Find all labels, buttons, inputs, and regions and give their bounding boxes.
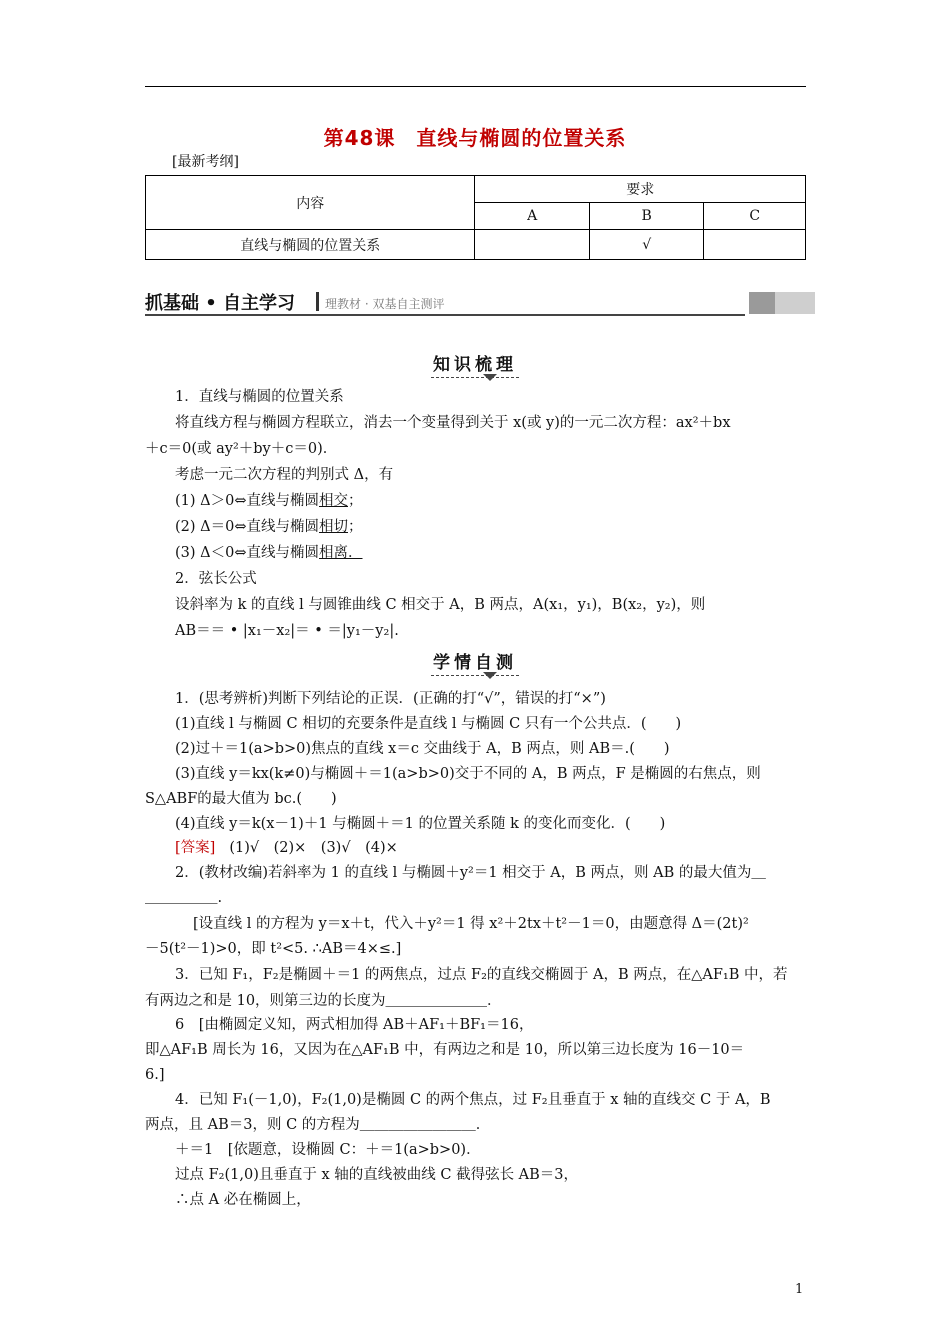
row-topic: 直线与椭圆的位置关系 <box>146 230 475 260</box>
k-line-6c: ； <box>348 519 363 535</box>
k-line-7a: (3) Δ＜0⇔直线与椭圆 <box>175 545 319 561</box>
banner-block-dark <box>749 292 775 314</box>
banner-separator <box>316 292 319 311</box>
k-line-5-answer: 相交 <box>319 493 348 509</box>
banner-rule <box>145 314 745 316</box>
k-line-5c: ； <box>348 493 363 509</box>
q-line-17: 4．已知 F₁(－1,0)，F₂(1,0)是椭圆 C 的两个焦点，过 F₂且垂直于 x 轴的直线交 C 于 A，B <box>175 1092 771 1108</box>
triangle-down-icon <box>483 374 497 381</box>
page-title: 第48课 直线与椭圆的位置关系 <box>323 126 627 150</box>
level-b: B <box>589 203 703 230</box>
k-line-3: ＋c＝0(或 ay²＋by＋c＝0)． <box>145 441 338 457</box>
level-c: C <box>704 203 806 230</box>
q-line-9: ＿＿＿＿＿. <box>145 890 223 906</box>
q-line-21: ∴点 A 必在椭圆上， <box>175 1192 311 1208</box>
k-line-8: 2．弦长公式 <box>175 571 257 587</box>
q-line-5: S△ABF的最大值为 bc.( ) <box>145 791 337 807</box>
q-line-12: 3．已知 F₁，F₂是椭圆＋＝1 的两焦点，过点 F₂的直线交椭圆于 A，B 两点，在△AF₁B 中，若 <box>175 967 788 983</box>
section-knowledge-title: 知识梳理 <box>431 350 519 378</box>
row-mark-c <box>704 230 806 260</box>
q-line-16: 6.] <box>145 1067 165 1083</box>
q-line-2: (1)直线 l 与椭圆 C 相切的充要条件是直线 l 与椭圆 C 只有一个公共点．( ) <box>175 716 682 732</box>
k-line-2: 将直线方程与椭圆方程联立，消去一个变量得到关于 x(或 y)的一元二次方程：ax²＋bx <box>175 415 731 431</box>
k-line-10: AB＝＝ • |x₁－x₂|＝ • ＝|y₁－y₂|. <box>175 623 399 639</box>
syllabus-label: [最新考纲] <box>172 154 239 170</box>
k-line-7-answer: 相离． <box>319 545 363 561</box>
banner-title: 抓基础 • 自主学习 <box>145 293 296 314</box>
section-selftest <box>0 648 950 676</box>
q-line-8: 2．(教材改编)若斜率为 1 的直线 l 与椭圆＋y²＝1 相交于 A，B 两点，则 AB 的最大值为＿ <box>175 865 766 881</box>
q-line-18: 两点，且 AB＝3，则 C 的方程为＿＿＿＿＿＿＿＿． <box>145 1117 491 1133</box>
k-line-4: 考虑一元二次方程的判别式 Δ，有 <box>175 467 394 483</box>
q-line-19: ＋＝1 [依题意，设椭圆 C：＋＝1(a>b>0)． <box>175 1142 481 1158</box>
section-banner <box>145 289 815 317</box>
row-mark-b: √ <box>589 230 703 260</box>
banner-block-light <box>775 292 815 314</box>
q-line-20: 过点 F₂(1,0)且垂直于 x 轴的直线被曲线 C 截得弦长 AB＝3， <box>175 1167 579 1183</box>
header-rule <box>145 86 806 87</box>
k-line-5a: (1) Δ＞0⇔直线与椭圆 <box>175 493 319 509</box>
q-line-14: 6 [由椭圆定义知，两式相加得 AB＋AF₁＋BF₁＝16， <box>175 1017 534 1033</box>
q-line-6: (4)直线 y＝k(x－1)＋1 与椭圆＋＝1 的位置关系随 k 的变化而变化．( ) <box>175 816 666 832</box>
section-selftest-title: 学情自测 <box>431 648 519 676</box>
q-line-3: (2)过＋＝1(a>b>0)焦点的直线 x＝c 交曲线于 A，B 两点，则 AB＝.( ) <box>175 741 670 757</box>
header-content: 内容 <box>146 176 475 230</box>
triangle-down-icon <box>483 672 497 679</box>
row-mark-a <box>475 230 589 260</box>
level-a: A <box>475 203 589 230</box>
section-knowledge <box>0 350 950 378</box>
answer-label: [答案] <box>175 840 216 856</box>
k-line-6a: (2) Δ＝0⇔直线与椭圆 <box>175 519 319 535</box>
q-line-11: －5(t²－1)>0，即 t²<5. ∴AB＝4×≤.] <box>145 941 402 957</box>
page-number: 1 <box>795 1282 804 1297</box>
q-line-15: 即△AF₁B 周长为 16，又因为在△AF₁B 中，有两边之和是 10，所以第三边长度为 16－10＝ <box>145 1042 745 1058</box>
header-requirement: 要求 <box>475 176 806 203</box>
q-line-13: 有两边之和是 10，则第三边的长度为＿＿＿＿＿＿＿． <box>145 993 502 1009</box>
k-line-9: 设斜率为 k 的直线 l 与圆锥曲线 C 相交于 A，B 两点，A(x₁，y₁)，B(x₂，y₂)，则 <box>175 597 706 613</box>
k-line-6-answer: 相切 <box>319 519 348 535</box>
q-line-10: [设直线 l 的方程为 y＝x＋t，代入＋y²＝1 得 x²＋2tx＋t²－1＝0，由题意得 Δ＝(2t)² <box>193 916 749 932</box>
answer-values: (1)√ (2)× (3)√ (4)× <box>229 840 398 856</box>
k-line-1: 1．直线与椭圆的位置关系 <box>175 389 344 405</box>
q-line-1: 1．(思考辨析)判断下列结论的正误．(正确的打“√”，错误的打“×”) <box>175 691 606 707</box>
q-line-4: (3)直线 y＝kx(k≠0)与椭圆＋＝1(a>b>0)交于不同的 A，B 两点，F 是椭圆的右焦点，则 <box>175 766 761 782</box>
requirements-table <box>145 175 806 260</box>
banner-subtitle: 理教材 · 双基自主测评 <box>325 297 445 311</box>
